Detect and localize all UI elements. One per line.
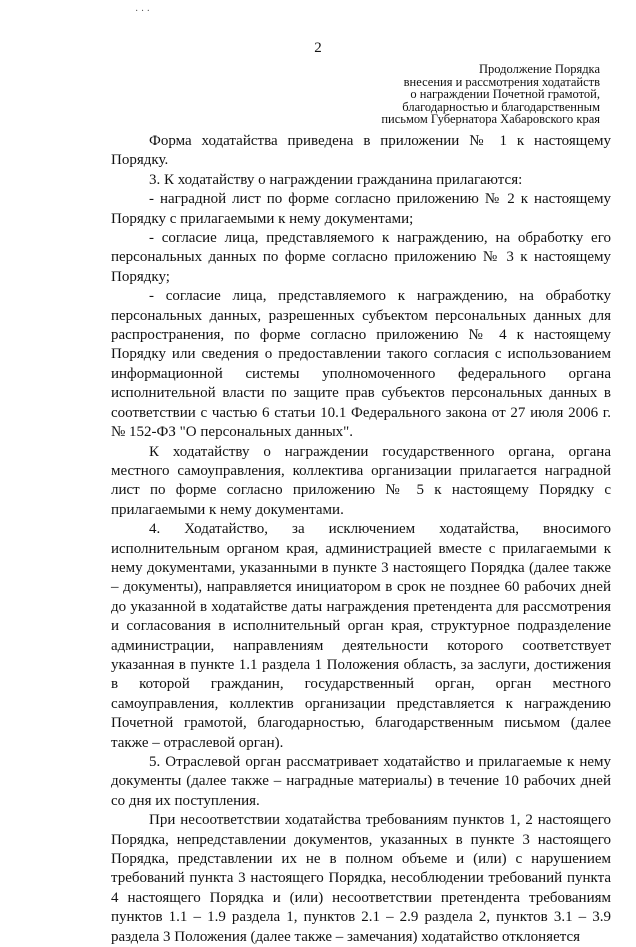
paragraph-award-sheet: - наградной лист по форме согласно приложению № 2 к настоящему Порядку с прилагаемыми к нему документами; <box>111 191 611 227</box>
page-number: 2 <box>314 40 322 56</box>
paragraph-organization-award: К ходатайству о награждении государственного органа, органа местного самоуправления, коллектива организации прилагается наградной лист по форме согласно приложению № 5 к настоящему Порядку с прилагаемыми к нему документами. <box>111 443 611 518</box>
paragraph-noncompliance: При несоответствии ходатайства требованиям пунктов 1, 2 настоящего Порядка, непредставлении документов, указанных в пункте 3 настоящего Порядка, представлении их не в полном объеме и (или) с нарушением требований пункта 3 настоящего Порядка, несоблюдении требований пункта 4 настоящего Порядка и (или) несоответствии претендента требованиям пунктов 1.1 – 1.9 раздела 1, пунктов 2.1 – 2.9 раздела 2, пунктов 3.1 – 3.9 раздела 3 Положения (далее также – замечания) ходатайство отклоняется <box>111 812 611 945</box>
header-line: Продолжение Порядка <box>479 62 600 76</box>
scan-artifact-dots: · · · <box>135 6 150 17</box>
document-body <box>111 132 611 947</box>
header-line: о награждении Почетной грамотой, <box>410 87 600 101</box>
paragraph-consent-processing: - согласие лица, представляемого к награждению, на обработку его персональных данных по форме согласно приложению № 3 к настоящему Порядку; <box>111 230 611 285</box>
paragraph-form-reference: Форма ходатайства приведена в приложении № 1 к настоящему Порядку. <box>111 133 611 169</box>
paragraph-item-3: 3. К ходатайству о награждении гражданина прилагаются: <box>149 171 523 188</box>
document-header <box>280 63 600 126</box>
paragraph-consent-distribution: - согласие лица, представляемого к награждению, на обработку персональных данных, разрешенных субъектом персональных данных для распространения, по форме согласно приложению № 4 к настоящему Порядку или сведения о предоставлении такого согласия с использованием информационной системы уполномоченного федерального органа исполнительной власти по защите прав субъектов персональных данных в соответствии с частью 6 статьи 10.1 Федерального закона от 27 июля 2006 г. № 152-ФЗ "О персональных данных". <box>111 288 611 441</box>
header-line: внесения и рассмотрения ходатайств <box>403 74 600 89</box>
header-line: письмом Губернатора Хабаровского края <box>381 112 600 126</box>
paragraph-item-5: 5. Отраслевой орган рассматривает ходатайство и прилагаемые к нему документы (далее также – наградные материалы) в течение 10 рабочих дней со дня их поступления. <box>111 754 611 809</box>
header-line: благодарностью и благодарственным <box>402 99 600 114</box>
paragraph-item-4: 4. Ходатайство, за исключением ходатайства, вносимого исполнительным органом края, администрацией вместе с прилагаемыми к нему документами, указанными в пункте 3 настоящего Порядка (далее также – документы), направляется инициатором в срок не позднее 60 рабочих дней до указанной в ходатайстве даты награждения претендента для рассмотрения и согласования в исполнительный орган края, структурное подразделение администрации, направлениям деятельности которого соответствует указанная в пункте 1.1 раздела 1 Положения область, за заслуги, достижения в которой гражданин, государственный орган, орган местного самоуправления, коллектив организации представляется к награждению Почетной грамотой, благодарностью, благодарственным письмом (далее также – отраслевой орган). <box>111 521 611 751</box>
